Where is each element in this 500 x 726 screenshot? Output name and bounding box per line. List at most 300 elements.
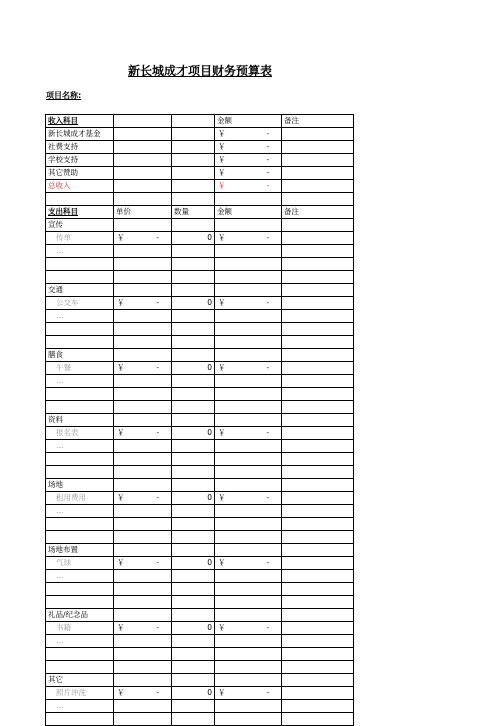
empty-cell[interactable] xyxy=(114,440,172,453)
expense-unit-price[interactable] xyxy=(114,427,172,440)
amount-value: - xyxy=(266,623,269,632)
yen-symbol: ￥ xyxy=(117,493,125,502)
empty-cell[interactable] xyxy=(172,219,215,232)
empty-cell[interactable] xyxy=(215,505,282,518)
empty-cell[interactable] xyxy=(172,414,215,427)
empty-cell[interactable] xyxy=(114,518,172,531)
expense-header-row xyxy=(46,206,354,219)
expense-qty[interactable]: 0 xyxy=(172,297,215,310)
empty-cell[interactable] xyxy=(215,375,282,388)
empty-cell[interactable] xyxy=(46,466,114,479)
empty-cell[interactable] xyxy=(114,375,172,388)
expense-amount[interactable] xyxy=(215,232,282,245)
expense-item-row xyxy=(46,622,354,635)
empty-cell[interactable] xyxy=(46,258,114,271)
empty-cell[interactable] xyxy=(282,661,354,674)
expense-qty[interactable]: 0 xyxy=(172,557,215,570)
expense-note[interactable] xyxy=(282,232,354,245)
empty-cell[interactable] xyxy=(114,713,172,726)
empty-cell[interactable] xyxy=(215,271,282,284)
income-row xyxy=(46,141,354,154)
expense-sub-item-label[interactable]: 书籍 xyxy=(46,622,114,635)
empty-cell[interactable] xyxy=(172,180,215,193)
blank-row xyxy=(46,596,354,609)
expense-unit-price[interactable] xyxy=(114,557,172,570)
empty-cell[interactable] xyxy=(215,635,282,648)
empty-cell[interactable] xyxy=(282,453,354,466)
empty-cell[interactable] xyxy=(282,518,354,531)
empty-cell[interactable] xyxy=(282,583,354,596)
expense-sub-item-label[interactable]: 租用费用 xyxy=(46,492,114,505)
empty-cell[interactable] xyxy=(282,401,354,414)
empty-cell[interactable] xyxy=(215,258,282,271)
expense-amount[interactable] xyxy=(215,297,282,310)
expense-item-row xyxy=(46,687,354,700)
amount-value: - xyxy=(156,298,159,307)
empty-cell[interactable] xyxy=(114,115,172,128)
income-item-label[interactable]: 社费支持 xyxy=(46,141,114,154)
empty-cell[interactable] xyxy=(114,128,172,141)
expense-amount[interactable] xyxy=(215,427,282,440)
empty-cell[interactable] xyxy=(215,661,282,674)
empty-cell[interactable] xyxy=(215,401,282,414)
income-header-row xyxy=(46,115,354,128)
expense-more-row xyxy=(46,700,354,713)
yen-symbol: ￥ xyxy=(218,688,226,697)
blank-row xyxy=(46,388,354,401)
empty-cell[interactable] xyxy=(172,583,215,596)
empty-cell[interactable] xyxy=(46,713,114,726)
empty-cell[interactable] xyxy=(172,440,215,453)
expense-category-label[interactable]: 膳食 xyxy=(46,349,114,362)
empty-cell[interactable] xyxy=(215,596,282,609)
expense-unit-price[interactable] xyxy=(114,492,172,505)
income-amount[interactable] xyxy=(215,167,282,180)
income-row xyxy=(46,180,354,193)
empty-cell[interactable] xyxy=(172,271,215,284)
expense-unit-price[interactable] xyxy=(114,622,172,635)
empty-cell[interactable] xyxy=(172,661,215,674)
expense-amount[interactable] xyxy=(215,362,282,375)
income-note-header[interactable]: 备注 xyxy=(282,115,354,128)
amount-value: - xyxy=(266,142,269,151)
empty-cell[interactable] xyxy=(215,648,282,661)
empty-cell[interactable] xyxy=(282,544,354,557)
empty-cell[interactable] xyxy=(282,700,354,713)
income-amount[interactable] xyxy=(215,141,282,154)
empty-cell[interactable] xyxy=(46,648,114,661)
expense-more-items[interactable]: … xyxy=(46,570,114,583)
empty-cell[interactable] xyxy=(114,466,172,479)
empty-cell[interactable] xyxy=(172,258,215,271)
empty-cell[interactable] xyxy=(282,648,354,661)
empty-cell[interactable] xyxy=(282,310,354,323)
empty-cell[interactable] xyxy=(172,284,215,297)
yen-symbol: ￥ xyxy=(117,428,125,437)
empty-cell[interactable] xyxy=(282,349,354,362)
empty-cell[interactable] xyxy=(114,700,172,713)
empty-cell[interactable] xyxy=(172,453,215,466)
empty-cell[interactable] xyxy=(114,609,172,622)
yen-symbol: ￥ xyxy=(218,155,226,164)
empty-cell[interactable] xyxy=(172,466,215,479)
expense-more-items[interactable]: … xyxy=(46,635,114,648)
yen-symbol: ￥ xyxy=(218,428,226,437)
empty-cell[interactable] xyxy=(114,349,172,362)
blank-row xyxy=(46,401,354,414)
amount-value: - xyxy=(156,233,159,242)
expense-note-header[interactable]: 备注 xyxy=(282,206,354,219)
expense-item-row xyxy=(46,492,354,505)
empty-cell[interactable] xyxy=(172,713,215,726)
empty-cell[interactable] xyxy=(282,531,354,544)
empty-cell[interactable] xyxy=(282,193,354,206)
empty-cell[interactable] xyxy=(172,154,215,167)
empty-cell[interactable] xyxy=(172,401,215,414)
expense-more-row xyxy=(46,310,354,323)
expense-unit-price-header[interactable]: 单价 xyxy=(114,206,172,219)
empty-cell[interactable] xyxy=(215,193,282,206)
expense-qty[interactable]: 0 xyxy=(172,362,215,375)
empty-cell[interactable] xyxy=(114,453,172,466)
expense-category-row xyxy=(46,284,354,297)
expense-category-label[interactable]: 礼品/纪念品 xyxy=(46,609,114,622)
empty-cell[interactable] xyxy=(114,336,172,349)
empty-cell[interactable] xyxy=(282,674,354,687)
amount-value: - xyxy=(156,428,159,437)
empty-cell[interactable] xyxy=(46,661,114,674)
empty-cell[interactable] xyxy=(282,505,354,518)
empty-cell[interactable] xyxy=(215,310,282,323)
empty-cell[interactable] xyxy=(172,245,215,258)
empty-cell[interactable] xyxy=(114,310,172,323)
empty-cell[interactable] xyxy=(46,336,114,349)
expense-sub-item-label[interactable]: 气球 xyxy=(46,557,114,570)
empty-cell[interactable] xyxy=(114,661,172,674)
empty-cell[interactable] xyxy=(215,453,282,466)
income-note[interactable] xyxy=(282,128,354,141)
expense-unit-price[interactable] xyxy=(114,297,172,310)
empty-cell[interactable] xyxy=(46,388,114,401)
amount-value: - xyxy=(156,688,159,697)
empty-cell[interactable] xyxy=(114,401,172,414)
expense-note[interactable] xyxy=(282,362,354,375)
expense-note[interactable] xyxy=(282,687,354,700)
empty-cell[interactable] xyxy=(215,219,282,232)
expense-unit-price[interactable] xyxy=(114,232,172,245)
income-item-label[interactable]: 学校支持 xyxy=(46,154,114,167)
expense-more-items[interactable]: … xyxy=(46,245,114,258)
expense-amount[interactable] xyxy=(215,492,282,505)
expense-sub-item-label[interactable]: 传单 xyxy=(46,232,114,245)
empty-cell[interactable] xyxy=(282,323,354,336)
empty-cell[interactable] xyxy=(46,193,114,206)
expense-category-row xyxy=(46,219,354,232)
expense-more-row xyxy=(46,440,354,453)
empty-cell[interactable] xyxy=(215,440,282,453)
blank-row xyxy=(46,531,354,544)
expense-category-label[interactable]: 宣传 xyxy=(46,219,114,232)
expense-category-label[interactable]: 其它 xyxy=(46,674,114,687)
empty-cell[interactable] xyxy=(282,414,354,427)
expense-unit-price[interactable] xyxy=(114,362,172,375)
income-row xyxy=(46,167,354,180)
empty-cell[interactable] xyxy=(215,323,282,336)
empty-cell[interactable] xyxy=(282,479,354,492)
empty-cell[interactable] xyxy=(46,271,114,284)
blank-row xyxy=(46,271,354,284)
empty-cell[interactable] xyxy=(114,180,172,193)
empty-cell[interactable] xyxy=(282,219,354,232)
expense-item-row xyxy=(46,232,354,245)
empty-cell[interactable] xyxy=(172,531,215,544)
empty-cell[interactable] xyxy=(172,544,215,557)
yen-symbol: ￥ xyxy=(117,558,125,567)
income-item-label[interactable]: 其它赞助 xyxy=(46,167,114,180)
empty-cell[interactable] xyxy=(215,544,282,557)
empty-cell[interactable] xyxy=(215,349,282,362)
empty-cell[interactable] xyxy=(282,258,354,271)
expense-category-label[interactable]: 场地布置 xyxy=(46,544,114,557)
income-note[interactable] xyxy=(282,141,354,154)
yen-symbol: ￥ xyxy=(218,558,226,567)
empty-cell[interactable] xyxy=(172,479,215,492)
income-amount[interactable] xyxy=(215,128,282,141)
empty-cell[interactable] xyxy=(114,505,172,518)
expense-qty[interactable]: 0 xyxy=(172,232,215,245)
expense-more-items[interactable]: … xyxy=(46,440,114,453)
empty-cell[interactable] xyxy=(114,414,172,427)
expense-sub-item-label[interactable]: 公交车 xyxy=(46,297,114,310)
empty-cell[interactable] xyxy=(172,518,215,531)
income-note[interactable] xyxy=(282,180,354,193)
empty-cell[interactable] xyxy=(46,518,114,531)
yen-symbol: ￥ xyxy=(218,623,226,632)
expense-category-label[interactable]: 场地 xyxy=(46,479,114,492)
empty-cell[interactable] xyxy=(215,466,282,479)
empty-cell[interactable] xyxy=(114,583,172,596)
empty-cell[interactable] xyxy=(172,700,215,713)
empty-cell[interactable] xyxy=(114,570,172,583)
blank-row xyxy=(46,466,354,479)
expense-amount[interactable] xyxy=(215,557,282,570)
empty-cell[interactable] xyxy=(282,635,354,648)
amount-value: - xyxy=(156,558,159,567)
expense-category-row xyxy=(46,479,354,492)
empty-cell[interactable] xyxy=(215,245,282,258)
income-row xyxy=(46,154,354,167)
empty-cell[interactable] xyxy=(282,388,354,401)
expense-qty[interactable]: 0 xyxy=(172,427,215,440)
empty-cell[interactable] xyxy=(215,583,282,596)
expense-qty[interactable]: 0 xyxy=(172,622,215,635)
expense-note[interactable] xyxy=(282,622,354,635)
expense-category-row xyxy=(46,544,354,557)
empty-cell[interactable] xyxy=(46,596,114,609)
empty-cell[interactable] xyxy=(46,453,114,466)
empty-cell[interactable] xyxy=(282,440,354,453)
expense-category-row xyxy=(46,609,354,622)
amount-value: - xyxy=(266,428,269,437)
empty-cell[interactable] xyxy=(215,284,282,297)
empty-cell[interactable] xyxy=(46,401,114,414)
empty-cell[interactable] xyxy=(114,167,172,180)
budget-table xyxy=(45,114,354,726)
blank-row xyxy=(46,323,354,336)
blank-row xyxy=(46,193,354,206)
expense-qty[interactable]: 0 xyxy=(172,492,215,505)
empty-cell[interactable] xyxy=(114,258,172,271)
empty-cell[interactable] xyxy=(172,674,215,687)
empty-cell[interactable] xyxy=(114,284,172,297)
amount-value: - xyxy=(266,363,269,372)
empty-cell[interactable] xyxy=(114,388,172,401)
income-amount[interactable] xyxy=(215,154,282,167)
empty-cell[interactable] xyxy=(282,284,354,297)
empty-cell[interactable] xyxy=(46,531,114,544)
empty-cell[interactable] xyxy=(46,323,114,336)
empty-cell[interactable] xyxy=(282,596,354,609)
empty-cell[interactable] xyxy=(114,479,172,492)
empty-cell[interactable] xyxy=(114,245,172,258)
empty-cell[interactable] xyxy=(215,609,282,622)
empty-cell[interactable] xyxy=(172,648,215,661)
expense-amount[interactable] xyxy=(215,622,282,635)
amount-value: - xyxy=(266,181,269,190)
expense-item-row xyxy=(46,557,354,570)
expense-more-items[interactable]: … xyxy=(46,375,114,388)
expense-sub-item-label[interactable]: 照片冲洗 xyxy=(46,687,114,700)
income-item-label[interactable]: 总收入 xyxy=(46,180,114,193)
empty-cell[interactable] xyxy=(114,648,172,661)
yen-symbol: ￥ xyxy=(117,623,125,632)
expense-amount[interactable] xyxy=(215,687,282,700)
empty-cell[interactable] xyxy=(172,115,215,128)
expense-more-items[interactable]: … xyxy=(46,505,114,518)
empty-cell[interactable] xyxy=(114,596,172,609)
sheet-title: 新长城成才项目财务预算表 xyxy=(127,64,272,78)
empty-cell[interactable] xyxy=(172,375,215,388)
empty-cell[interactable] xyxy=(114,154,172,167)
expense-note[interactable] xyxy=(282,427,354,440)
empty-cell[interactable] xyxy=(282,713,354,726)
blank-row xyxy=(46,583,354,596)
expense-item-row xyxy=(46,362,354,375)
amount-value: - xyxy=(266,168,269,177)
expense-more-items[interactable]: … xyxy=(46,700,114,713)
empty-cell[interactable] xyxy=(114,674,172,687)
yen-symbol: ￥ xyxy=(117,363,125,372)
empty-cell[interactable] xyxy=(114,323,172,336)
expense-sub-item-label[interactable]: 午餐 xyxy=(46,362,114,375)
expense-category-row xyxy=(46,349,354,362)
expense-sub-item-label[interactable]: 报名表 xyxy=(46,427,114,440)
income-note[interactable] xyxy=(282,154,354,167)
yen-symbol: ￥ xyxy=(218,298,226,307)
empty-cell[interactable] xyxy=(172,193,215,206)
expense-more-row xyxy=(46,635,354,648)
amount-value: - xyxy=(156,493,159,502)
empty-cell[interactable] xyxy=(172,609,215,622)
empty-cell[interactable] xyxy=(215,700,282,713)
empty-cell[interactable] xyxy=(114,531,172,544)
empty-cell[interactable] xyxy=(282,375,354,388)
empty-cell[interactable] xyxy=(215,570,282,583)
sheet-title-wrap xyxy=(0,60,400,79)
empty-cell[interactable] xyxy=(172,349,215,362)
empty-cell[interactable] xyxy=(215,518,282,531)
empty-cell[interactable] xyxy=(172,310,215,323)
income-amount[interactable] xyxy=(215,180,282,193)
expense-item-header[interactable]: 支出科目 xyxy=(46,206,114,219)
empty-cell[interactable] xyxy=(114,141,172,154)
empty-cell[interactable] xyxy=(172,128,215,141)
expense-unit-price[interactable] xyxy=(114,687,172,700)
empty-cell[interactable] xyxy=(282,570,354,583)
expense-item-row xyxy=(46,427,354,440)
empty-cell[interactable] xyxy=(282,336,354,349)
empty-cell[interactable] xyxy=(172,141,215,154)
income-item-header[interactable]: 收入科目 xyxy=(46,115,114,128)
empty-cell[interactable] xyxy=(172,323,215,336)
empty-cell[interactable] xyxy=(215,414,282,427)
expense-note[interactable] xyxy=(282,557,354,570)
empty-cell[interactable] xyxy=(172,596,215,609)
empty-cell[interactable] xyxy=(215,531,282,544)
expense-amount-header[interactable]: 金额 xyxy=(215,206,282,219)
empty-cell[interactable] xyxy=(215,479,282,492)
empty-cell[interactable] xyxy=(114,271,172,284)
amount-value: - xyxy=(266,233,269,242)
yen-symbol: ￥ xyxy=(117,688,125,697)
expense-category-label[interactable]: 交通 xyxy=(46,284,114,297)
empty-cell[interactable] xyxy=(282,245,354,258)
empty-cell[interactable] xyxy=(172,635,215,648)
empty-cell[interactable] xyxy=(282,466,354,479)
expense-note[interactable] xyxy=(282,492,354,505)
empty-cell[interactable] xyxy=(215,388,282,401)
empty-cell[interactable] xyxy=(215,674,282,687)
blank-row xyxy=(46,258,354,271)
empty-cell[interactable] xyxy=(172,570,215,583)
project-name-label: 项目名称: xyxy=(46,91,82,100)
empty-cell[interactable] xyxy=(282,609,354,622)
expense-qty-header[interactable]: 数量 xyxy=(172,206,215,219)
expense-more-items[interactable]: … xyxy=(46,310,114,323)
empty-cell[interactable] xyxy=(114,544,172,557)
yen-symbol: ￥ xyxy=(218,493,226,502)
empty-cell[interactable] xyxy=(215,713,282,726)
empty-cell[interactable] xyxy=(282,271,354,284)
expense-note[interactable] xyxy=(282,297,354,310)
empty-cell[interactable] xyxy=(172,388,215,401)
expense-category-label[interactable]: 资料 xyxy=(46,414,114,427)
income-item-label[interactable]: 新长城成才基金 xyxy=(46,128,114,141)
empty-cell[interactable] xyxy=(114,219,172,232)
empty-cell[interactable] xyxy=(172,505,215,518)
expense-qty[interactable]: 0 xyxy=(172,687,215,700)
income-note[interactable] xyxy=(282,167,354,180)
empty-cell[interactable] xyxy=(215,336,282,349)
income-amount-header[interactable]: 金额 xyxy=(215,115,282,128)
blank-row xyxy=(46,453,354,466)
empty-cell[interactable] xyxy=(46,583,114,596)
empty-cell[interactable] xyxy=(114,193,172,206)
empty-cell[interactable] xyxy=(172,167,215,180)
empty-cell[interactable] xyxy=(114,635,172,648)
blank-row xyxy=(46,518,354,531)
empty-cell[interactable] xyxy=(172,336,215,349)
